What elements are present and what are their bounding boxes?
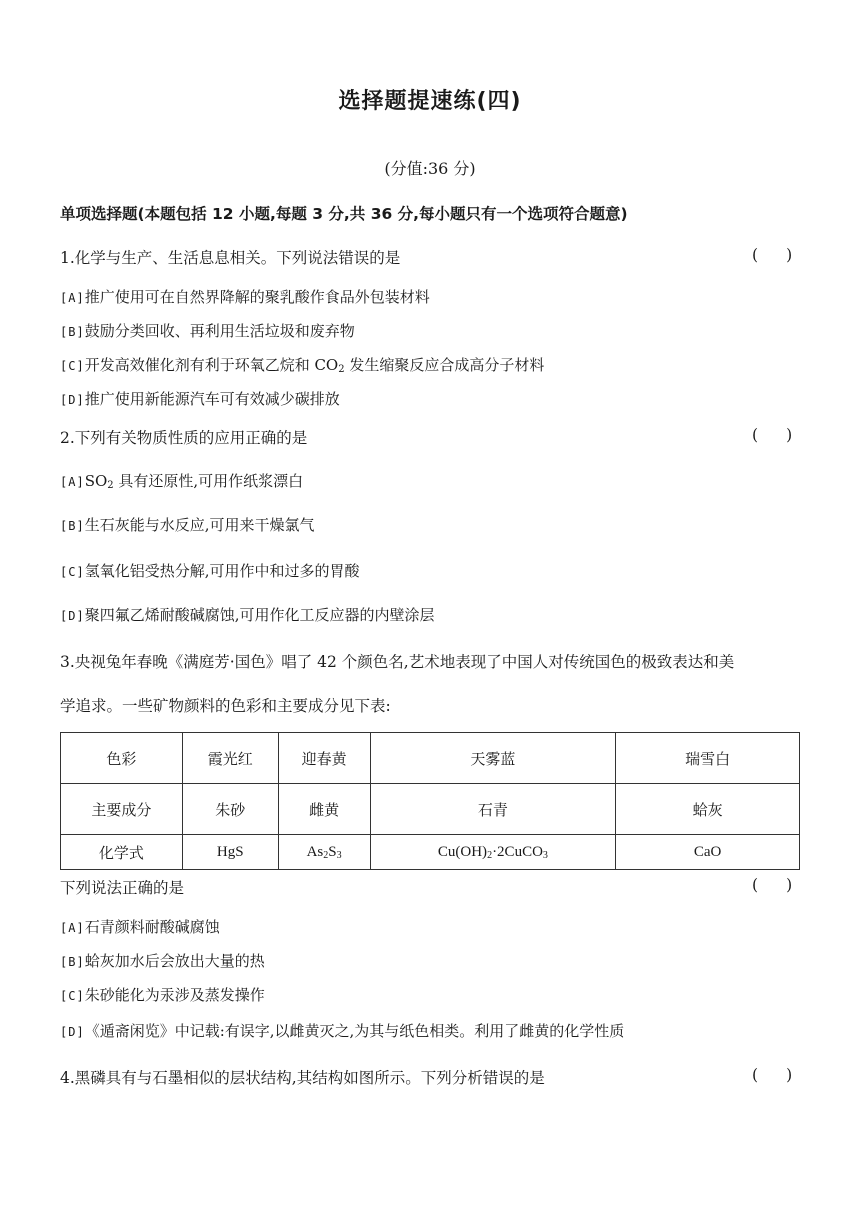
- q1-option-b: [B]鼓励分类回收、再利用生活垃圾和废弃物: [60, 322, 355, 340]
- q3-option-a: [A]石青颜料耐酸碱腐蚀: [60, 918, 220, 936]
- table-cell: 瑞雪白: [616, 733, 800, 784]
- table-cell: 主要成分: [61, 784, 183, 835]
- answer-blank-3: ( ): [752, 876, 793, 894]
- page-title: 选择题提速练(四): [338, 89, 522, 114]
- answer-blank-4: ( ): [752, 1066, 793, 1084]
- section-heading: 单项选择题(本题包括 12 小题,每题 3 分,共 36 分,每小题只有一个选项符合题意): [60, 205, 628, 223]
- answer-blank-1: ( ): [752, 246, 793, 264]
- table-cell: 化学式: [61, 835, 183, 870]
- q1-option-d: [D]推广使用新能源汽车可有效减少碳排放: [60, 390, 340, 408]
- table-cell: 天雾蓝: [370, 733, 616, 784]
- pigment-table: [60, 732, 800, 870]
- table-cell: 雌黄: [278, 784, 370, 835]
- table-cell: 色彩: [61, 733, 183, 784]
- q2-option-c: [C]氢氧化铝受热分解,可用作中和过多的胃酸: [60, 562, 360, 580]
- table-cell: 迎春黄: [278, 733, 370, 784]
- q2-option-b: [B]生石灰能与水反应,可用来干燥氯气: [60, 516, 315, 534]
- question-3-stem-line2: 学追求。一些矿物颜料的色彩和主要成分见下表:: [60, 697, 391, 715]
- table-cell: $Cu(OH)_2\cdot 2CuCO_3$: [370, 835, 616, 870]
- q2-option-d: [D]聚四氟乙烯耐酸碱腐蚀,可用作化工反应器的内壁涂层: [60, 606, 435, 624]
- q1-option-c: [C]开发高效催化剂有利于环氧乙烷和 $CO_2$ 发生缩聚反应合成高分子材料: [60, 356, 545, 375]
- q2-option-a: $[A]SO_2$ 具有还原性,可用作纸浆漂白: [60, 472, 304, 491]
- table-cell: HgS: [182, 835, 278, 870]
- answer-blank-2: ( ): [752, 426, 793, 444]
- score-note: (分值:36 分): [384, 159, 476, 178]
- q3-option-b: [B]蛤灰加水后会放出大量的热: [60, 952, 265, 970]
- table-row: [61, 784, 800, 835]
- table-cell: CaO: [616, 835, 800, 870]
- table-cell: 蛤灰: [616, 784, 800, 835]
- question-1-stem: 1.化学与生产、生活息息相关。下列说法错误的是: [60, 249, 401, 267]
- q3-option-c: [C]朱砂能化为汞涉及蒸发操作: [60, 986, 265, 1004]
- table-cell: $As_2S_3$: [278, 835, 370, 870]
- question-3-stem-line1: 3.央视兔年春晚《满庭芳·国色》唱了 42 个颜色名,艺术地表现了中国人对传统国色的极致表达和美: [60, 653, 735, 671]
- table-cell: 朱砂: [182, 784, 278, 835]
- question-3-followup: 下列说法正确的是: [60, 879, 185, 897]
- q1-option-a: [A]推广使用可在自然界降解的聚乳酸作食品外包装材料: [60, 288, 430, 306]
- q3-option-d: [D]《遁斋闲览》中记载:有误字,以雌黄灭之,为其与纸色相类。利用了雌黄的化学性质: [60, 1022, 625, 1040]
- question-2-stem: 2.下列有关物质性质的应用正确的是: [60, 429, 308, 447]
- table-cell: 石青: [370, 784, 616, 835]
- table-row: [61, 835, 800, 870]
- question-4-stem: 4.黑磷具有与石墨相似的层状结构,其结构如图所示。下列分析错误的是: [60, 1069, 545, 1087]
- table-row: [61, 733, 800, 784]
- table-cell: 霞光红: [182, 733, 278, 784]
